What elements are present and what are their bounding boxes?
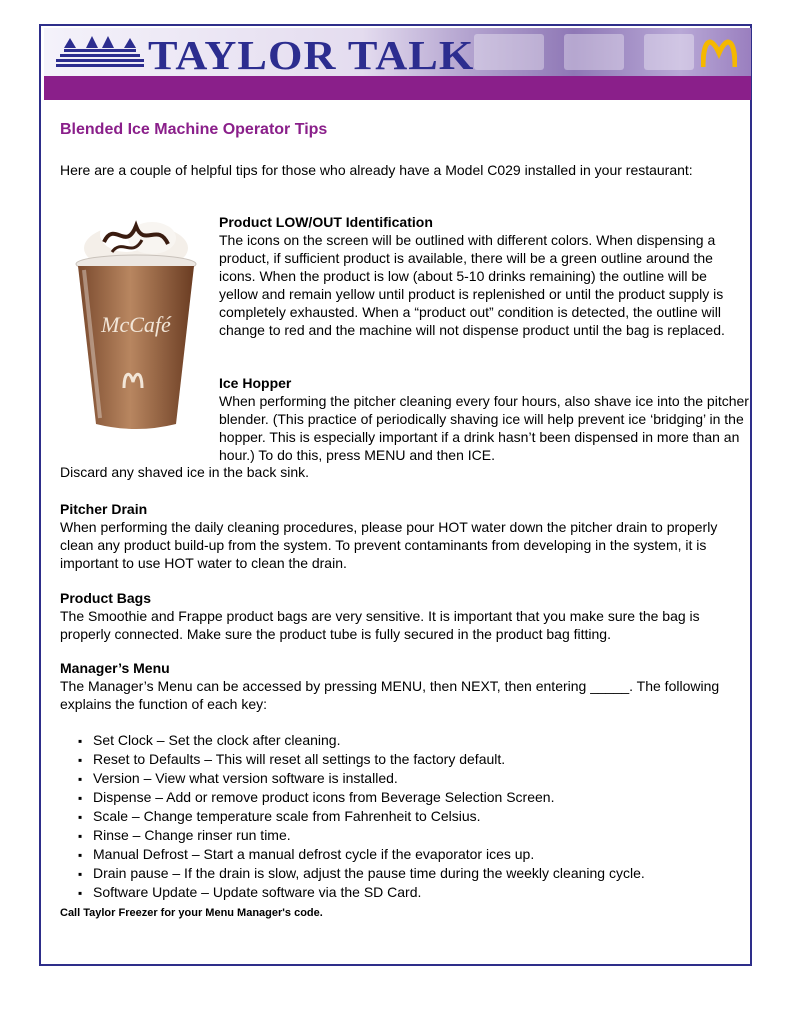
brand-wordmark: TAYLOR TALK (148, 32, 475, 76)
golden-arches-icon (701, 35, 737, 67)
list-item: ▪ Set Clock – Set the clock after cleaning. (78, 731, 645, 750)
list-item: ▪ Version – View what version software is installed. (78, 769, 645, 788)
cup-brand-label: McCafé (101, 312, 171, 337)
list-item: ▪ Software Update – Update software via the SD Card. (78, 883, 645, 902)
section-managers-menu (60, 659, 740, 713)
intro-text: Here are a couple of helpful tips for those who already have a Model C029 installed in your restaurant: (60, 162, 693, 178)
list-item: ▪ Scale – Change temperature scale from Fahrenheit to Celsius. (78, 807, 645, 826)
footer-note: Call Taylor Freezer for your Menu Manager's code. (60, 907, 323, 919)
list-item: ▪ Drain pause – If the drain is slow, adjust the pause time during the weekly cleaning cycle. (78, 864, 645, 883)
list-item: ▪ Manual Defrost – Start a manual defrost cycle if the evaporator ices up. (78, 845, 645, 864)
list-item: ▪ Dispense – Add or remove product icons from Beverage Selection Screen. (78, 788, 645, 807)
menu-keys-list (78, 731, 645, 902)
section-body: The Manager’s Menu can be accessed by pressing MENU, then NEXT, then entering _____. The following explains the function of each key: (60, 678, 720, 712)
frappe-cup-image (70, 212, 202, 436)
section-heading: Pitcher Drain (60, 501, 148, 517)
section-body: When performing the daily cleaning procedures, please pour HOT water down the pitcher drain to properly clean any product build-up from the system. To prevent contaminants from developing in the system, it is important to use HOT water to clean the drain. (60, 519, 718, 571)
header-accent-bar (44, 76, 751, 100)
section-pitcher-drain (60, 500, 740, 572)
section-heading: Ice Hopper (219, 375, 292, 391)
section-heading: Product Bags (60, 590, 152, 606)
section-body: The icons on the screen will be outlined with different colors. When dispensing a product, if sufficient product is available, there will be a green outline around the icons. When the product is low (about 5-10 drinks remaining) the outline will be yellow and remain yellow until product is replenished or until the product supply is completely exhausted. When a “product out” condition is detected, the outline will change to red and the machine will not dispense product until the bag is replaced. (219, 232, 725, 338)
section-heading: Manager’s Menu (60, 660, 170, 676)
list-item: ▪ Rinse – Change rinser run time. (78, 826, 645, 845)
section-body: When performing the pitcher cleaning every four hours, also shave ice into the pitcher blender. (This practice of periodically shaving ice will help prevent ice ‘bridging’ in the hopper. This is especially important if a drink hasn’t been dispensed in more than an hour.) To do this, press MENU and then ICE. (219, 393, 749, 463)
article-title: Blended Ice Machine Operator Tips (60, 121, 328, 138)
crown-icon (56, 36, 144, 70)
section-ice-hopper (219, 374, 749, 464)
list-item: ▪ Reset to Defaults – This will reset all settings to the factory default. (78, 750, 645, 769)
section-body-continuation: Discard any shaved ice in the back sink. (60, 464, 310, 480)
section-body: The Smoothie and Frappe product bags are very sensitive. It is important that you make sure the bag is properly connected. Make sure the product tube is fully secured in the product bag fitting. (60, 608, 700, 642)
header-banner (44, 28, 751, 76)
section-product-bags (60, 589, 740, 643)
section-heading: Product LOW/OUT Identification (219, 214, 433, 230)
section-product-low-out (219, 213, 749, 339)
